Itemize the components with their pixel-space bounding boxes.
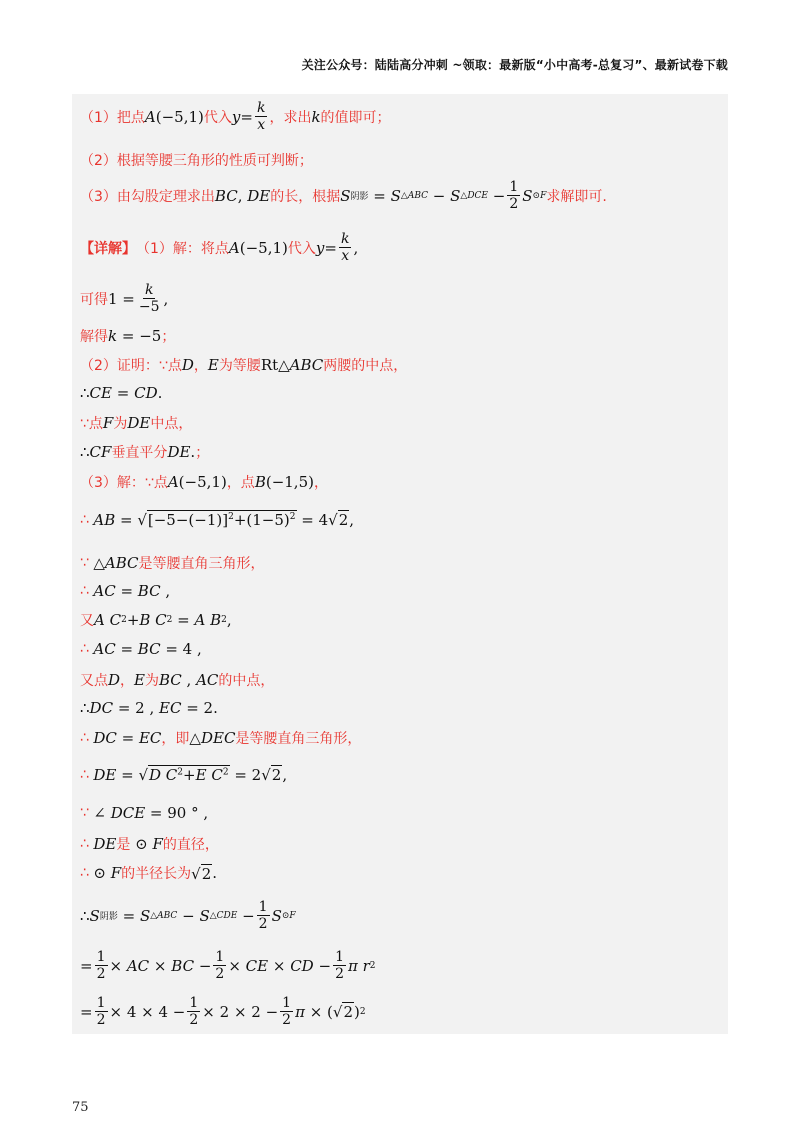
detail-line-11: ∴ AC = BC , <box>80 582 171 600</box>
analysis-line-1: （1）把点 A (−5,1) 代入 y = $\frac{k}{x}$ ，求出 k 的值即可； <box>80 100 391 133</box>
text: （3）由勾股定理求出 <box>80 188 215 205</box>
text: ∵点 <box>80 416 103 432</box>
text: （1）把点 <box>80 109 145 126</box>
fraction-one-half: $\frac{1}{2}$ <box>215 949 225 982</box>
detail-line-3: 解得 k = −5 ； <box>80 327 176 345</box>
detail-line-10: ∵ △ ABC 是等腰直角三角形， <box>80 554 265 572</box>
text: 的长，根据 <box>270 188 341 205</box>
detail-line-2: 可得 1 = $\frac{k}{-5}$ , <box>80 282 169 315</box>
detail-line-9: ∴ AB = √ $[-5-(-1)]^2+(1-5)^2$ = 4 √ 2 , <box>80 510 355 529</box>
detail-line-22: = $\frac{1}{2}$ × AC × BC − $\frac{1}{2}$ × CE × CD − $\frac{1}{2}$ π r 2 <box>80 949 376 982</box>
detail-line-6: ∵点 F 为 DE 中点， <box>80 414 193 432</box>
text: 两腰的中点， <box>323 358 408 374</box>
text: 的直径， <box>162 837 219 853</box>
text: 代入 <box>287 240 316 257</box>
text: 为等腰 <box>218 358 261 374</box>
detail-line-21: ∴ S 阴影 = S △ABC − S △CDE − $\frac{1}{2}$ S ⊙F <box>80 899 296 932</box>
fraction-one-half: $\frac{1}{2}$ <box>96 949 106 982</box>
fraction-one-half: $\frac{1}{2}$ <box>96 995 106 1028</box>
fraction-one-half: $\frac{1}{2}$ <box>509 179 519 212</box>
detail-line-15: ∴ DC = 2 , EC = 2. <box>80 699 218 717</box>
detail-line-12: 又 A C 2 + B C 2 = A B 2 , <box>80 611 232 629</box>
detail-line-23: = $\frac{1}{2}$ × 4 × 4 − $\frac{1}{2}$ × 2 × 2 − $\frac{1}{2}$ π × ( √ 2 ) 2 <box>80 995 366 1028</box>
text: 为 <box>113 416 128 432</box>
text: ，即 <box>161 731 190 747</box>
text: 是等腰直角三角形， <box>235 731 362 747</box>
detail-line-18: ∵ ∠ DCE = 90 ° , <box>80 804 209 822</box>
text: 是 <box>116 837 131 853</box>
detail-tag: 【详解】 <box>80 240 136 257</box>
text: 垂直平分 <box>111 445 168 461</box>
fraction-k-over-minus5: $\frac{k}{-5}$ <box>138 282 160 315</box>
detail-line-14: 又点 D ， E 为 BC , AC 的中点， <box>80 671 275 689</box>
text: 的值即可； <box>320 109 391 126</box>
text: 可得 <box>80 291 108 308</box>
fraction-one-half: $\frac{1}{2}$ <box>282 995 292 1028</box>
text: 为 <box>144 673 159 689</box>
fraction-one-half: $\frac{1}{2}$ <box>189 995 199 1028</box>
text: ，点 <box>226 475 255 491</box>
text: 的中点， <box>218 673 275 689</box>
text: 又点 <box>80 673 108 689</box>
page-number: 75 <box>72 1100 89 1115</box>
text: 是等腰直角三角形， <box>138 556 265 572</box>
detail-line-1: 【详解】 （1）解：将点 A (−5,1) 代入 y = $\frac{k}{x}$ , <box>80 231 359 264</box>
text: 解得 <box>80 329 108 345</box>
text: （2）根据等腰三角形的性质可判断； <box>80 153 313 169</box>
detail-line-19: ∴ DE 是 ⊙ F 的直径， <box>80 835 219 853</box>
detail-line-16: ∴ DC = EC ，即 △ DEC 是等腰直角三角形， <box>80 729 362 747</box>
analysis-line-2 <box>80 150 313 170</box>
detail-line-13: ∴ AC = BC = 4 , <box>80 640 202 658</box>
analysis-line-3: （3）由勾股定理求出 BC , DE 的长，根据 S 阴影 = S △ABC − S △DCE − $\frac{1}{2}$ S ⊙F 求解即可. <box>80 179 607 212</box>
text: （2）证明：∵点 <box>80 358 182 374</box>
fraction-one-half: $\frac{1}{2}$ <box>258 899 268 932</box>
text: 求解即可. <box>546 188 607 205</box>
detail-line-7: ∴ CF 垂直平分 DE . ； <box>80 443 210 461</box>
fraction-one-half: $\frac{1}{2}$ <box>335 949 344 982</box>
text: 又 <box>80 613 94 629</box>
detail-line-4: （2）证明：∵点 D ， E 为等腰 Rt△ ABC 两腰的中点， <box>80 356 408 374</box>
fraction-k-over-x: $\frac{k}{x}$ <box>256 100 266 133</box>
text: 的半径长为 <box>121 866 192 882</box>
detail-line-20: ∴ ⊙ F 的半径长为 √ 2 . <box>80 864 218 883</box>
detail-line-17: ∴ DE = √ D $C^2+E$ $C^2$ = 2 √ 2 , <box>80 765 288 784</box>
text: ，求出 <box>269 109 312 126</box>
fraction-k-over-x: $\frac{k}{x}$ <box>340 231 350 264</box>
page-header: 关注公众号：陆陆高分冲刺 ~领取：最新版“小中高考-总复习”、最新试卷下载 <box>301 58 728 72</box>
text: （1）解：将点 <box>136 240 229 257</box>
text: 代入 <box>203 109 232 126</box>
detail-line-8: （3）解：∵点 A (−5,1) ，点 B (−1,5) ， <box>80 473 328 491</box>
text: （3）解：∵点 <box>80 475 168 491</box>
text: 中点， <box>150 416 193 432</box>
detail-line-5: ∴ CE = CD . <box>80 384 163 402</box>
